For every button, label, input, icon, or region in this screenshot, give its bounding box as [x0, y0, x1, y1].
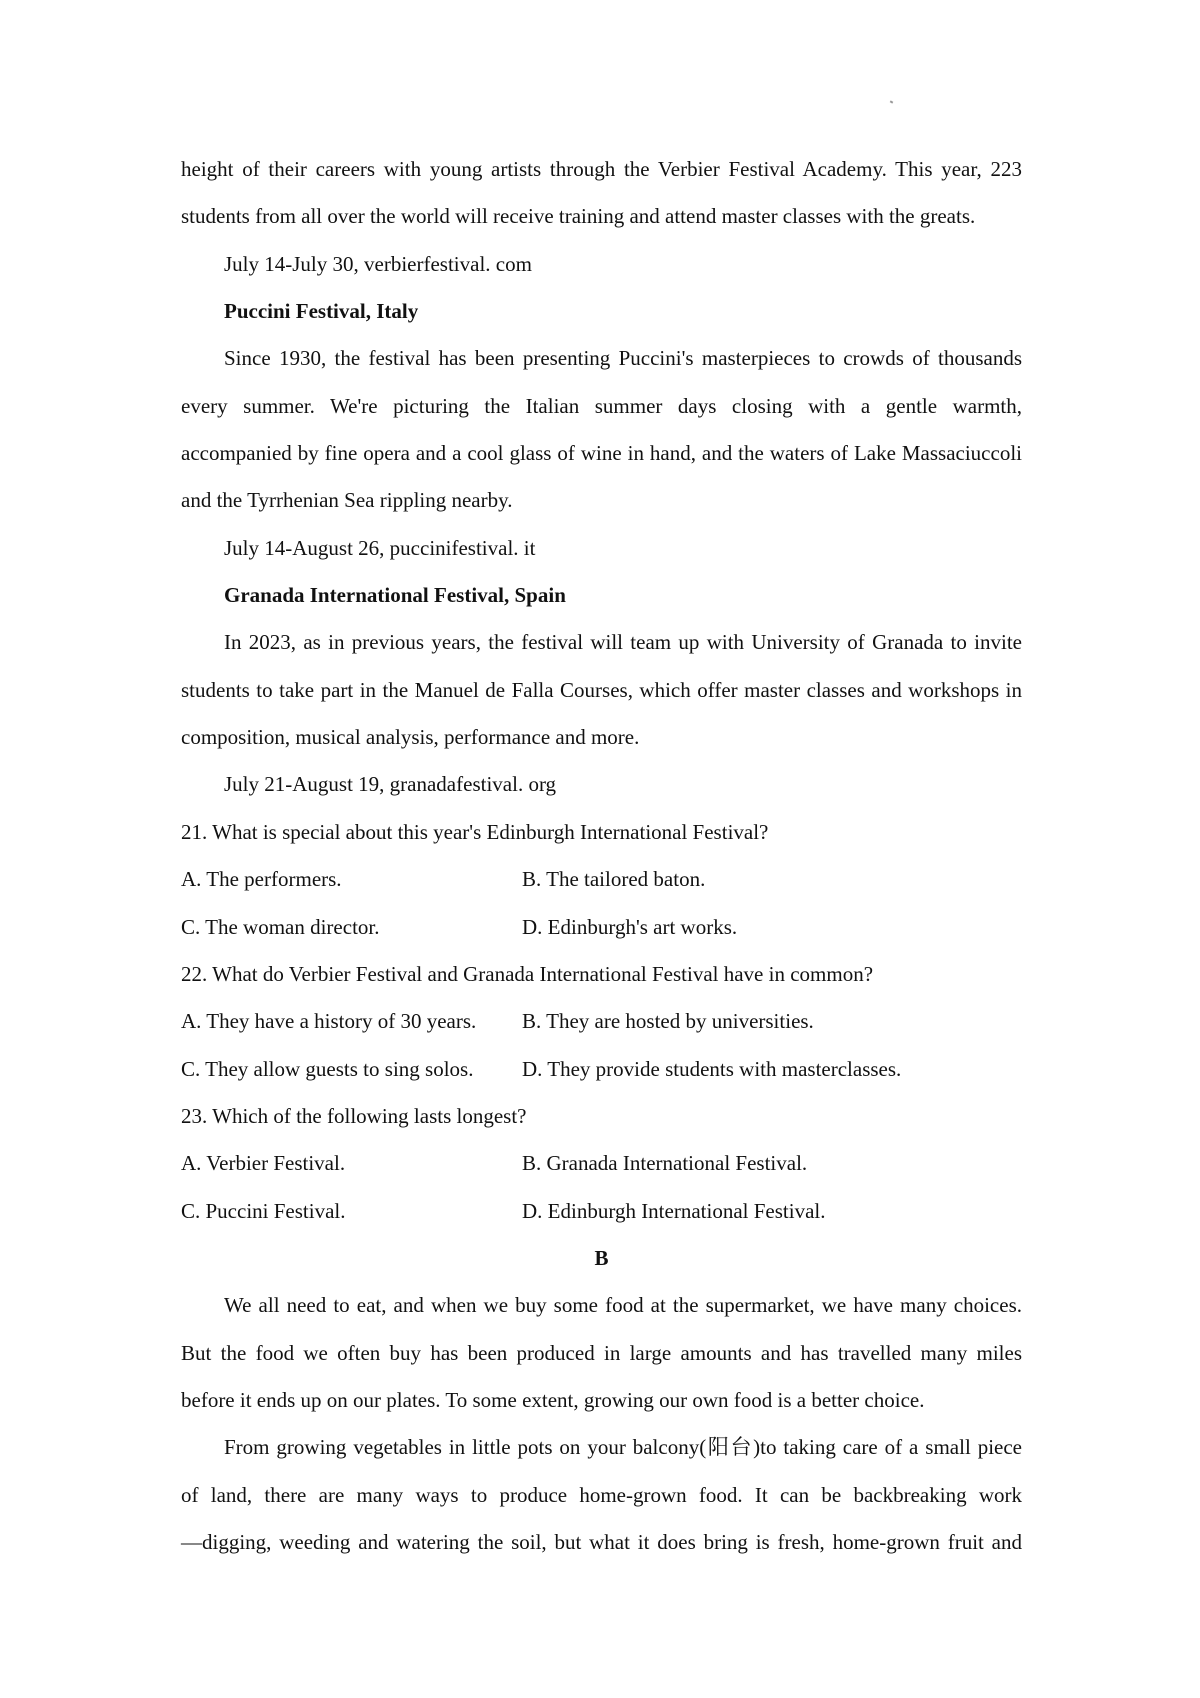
- paragraph-line: before it ends up on our plates. To some extent, growing our own food is a better choice.: [181, 1387, 925, 1412]
- paragraph-line: —digging, weeding and watering the soil, but what it does bring is fresh, home-grown fruit and: [181, 1529, 1022, 1554]
- paragraph-line: From growing vegetables in little pots on your balcony(阳台)to taking care of a small piece: [224, 1435, 1022, 1460]
- festival-dates: July 14-July 30, verbierfestival. com: [224, 251, 532, 276]
- option-b: B. Granada International Festival.: [522, 1151, 808, 1176]
- option-a: A. The performers.: [181, 867, 342, 892]
- option-row: [181, 1046, 1022, 1093]
- paragraph-line: In 2023, as in previous years, the festival will team up with University of Granada to invite: [224, 630, 1022, 655]
- option-d: D. They provide students with masterclasses.: [522, 1056, 902, 1081]
- paragraph-line: height of their careers with young artists through the Verbier Festival Academy. This year, 223: [181, 157, 1022, 181]
- festival-heading: Puccini Festival, Italy: [224, 299, 419, 324]
- paragraph-line: accompanied by fine opera and a cool glass of wine in hand, and the waters of Lake Massaciuccoli: [181, 441, 1022, 466]
- option-row: [181, 856, 1022, 903]
- paragraph-line: Since 1930, the festival has been presenting Puccini's masterpieces to crowds of thousands: [224, 346, 1022, 371]
- paragraph-line: every summer. We're picturing the Italian summer days closing with a gentle warmth,: [181, 393, 1022, 418]
- option-row: [181, 998, 1022, 1045]
- question-stem: 21. What is special about this year's Edinburgh International Festival?: [181, 819, 769, 844]
- paragraph-line: of land, there are many ways to produce home-grown food. It can be backbreaking work: [181, 1482, 1022, 1507]
- paragraph-line: and the Tyrrhenian Sea rippling nearby.: [181, 488, 513, 513]
- paragraph-line: We all need to eat, and when we buy some food at the supermarket, we have many choices.: [224, 1293, 1022, 1318]
- question-stem: 23. Which of the following lasts longest?: [181, 1103, 527, 1128]
- option-d: D. Edinburgh International Festival.: [522, 1198, 826, 1223]
- question-stem: 22. What do Verbier Festival and Granada International Festival have in common?: [181, 961, 874, 986]
- option-a: A. They have a history of 30 years.: [181, 1009, 477, 1034]
- option-c: C. The woman director.: [181, 914, 380, 939]
- option-row: [181, 904, 1022, 951]
- festival-dates: July 14-August 26, puccinifestival. it: [224, 535, 536, 560]
- option-b: B. They are hosted by universities.: [522, 1009, 814, 1034]
- festival-dates: July 21-August 19, granadafestival. org: [224, 772, 557, 797]
- scan-mark: [890, 100, 894, 103]
- option-row: [181, 1140, 1022, 1187]
- paragraph-line: students to take part in the Manuel de Falla Courses, which offer master classes and workshops in: [181, 677, 1022, 702]
- paragraph-line: composition, musical analysis, performance and more.: [181, 725, 640, 750]
- option-row: [181, 1188, 1022, 1235]
- option-a: A. Verbier Festival.: [181, 1151, 346, 1176]
- option-c: C. Puccini Festival.: [181, 1198, 346, 1223]
- festival-heading: Granada International Festival, Spain: [224, 583, 566, 608]
- page-content: [181, 146, 1022, 1566]
- paragraph-line: But the food we often buy has been produced in large amounts and has travelled many miles: [181, 1340, 1022, 1365]
- section-heading: B: [594, 1245, 609, 1270]
- option-b: B. The tailored baton.: [522, 867, 706, 892]
- option-d: D. Edinburgh's art works.: [522, 914, 738, 939]
- paragraph-line: students from all over the world will receive training and attend master classes with the greats.: [181, 204, 976, 229]
- option-c: C. They allow guests to sing solos.: [181, 1056, 474, 1081]
